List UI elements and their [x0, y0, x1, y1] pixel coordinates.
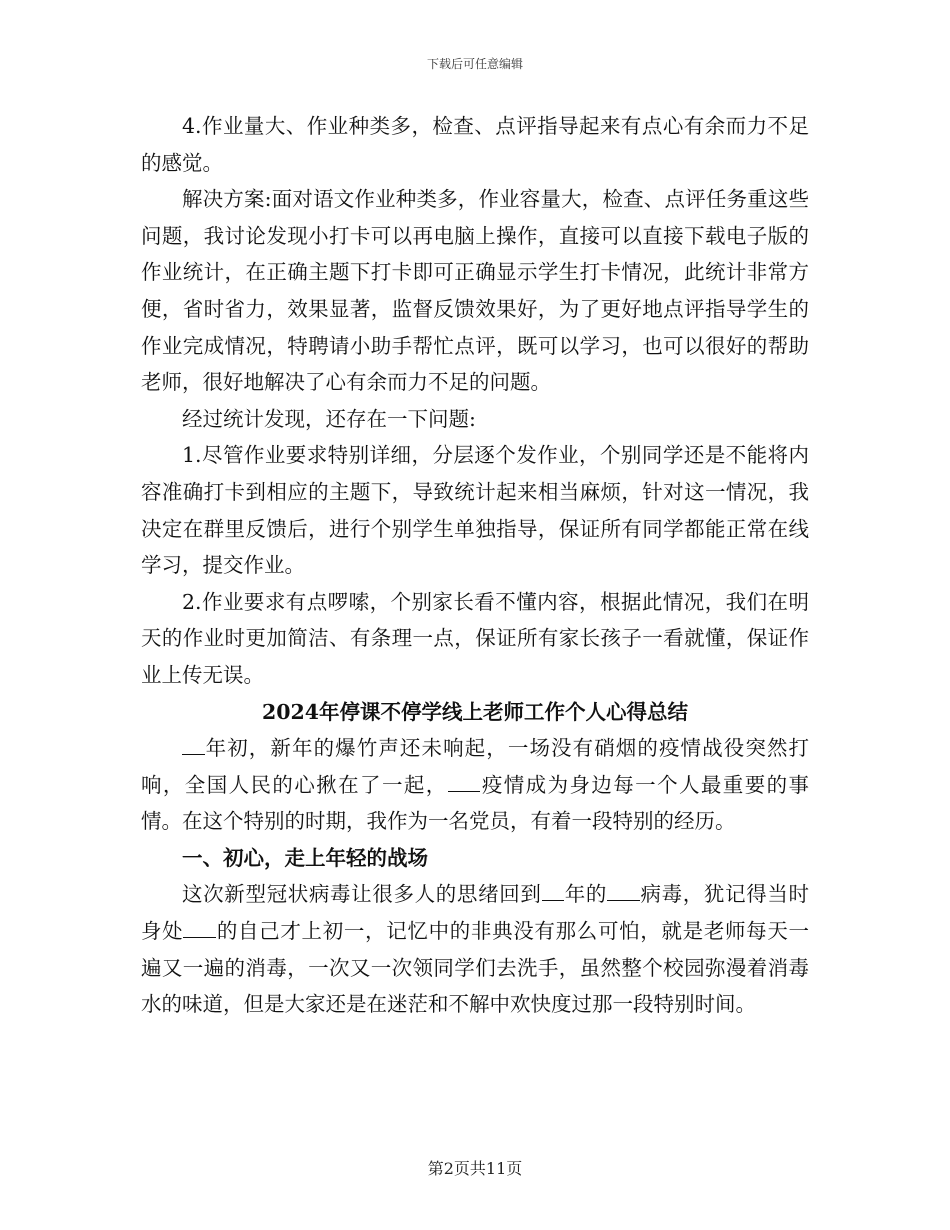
paragraph-memory	[141, 876, 809, 1022]
paragraph-statistics-intro: 经过统计发现，还存在一下问题:	[182, 406, 476, 431]
text-run: 年的	[564, 882, 608, 907]
paragraph-solution: 解决方案:面对语文作业种类多，作业容量大，检查、点评任务重这些问题，我讨论发现小打卡可以再电脑上操作，直接可以直接下载电子版的作业统计，在正确主题下打卡即可正确显示学生打卡情况，此统计非常方便，省时省力，效果显著，监督反馈效果好，为了更好地点评指导学生的作业完成情况，特聘请小助手帮忙点评，既可以学习，也可以很好的帮助老师，很好地解决了心有余而力不足的问题。	[141, 187, 809, 395]
document-body	[141, 108, 809, 1023]
paragraph-issue-1: 1.尽管作业要求特别详细，分层逐个发作业，个别同学还是不能将内容准确打卡到相应的主题下，导致统计起来相当麻烦，针对这一情况，我决定在群里反馈后，进行个别学生单独指导，保证所有同学都能正常在线学习，提交作业。	[141, 443, 809, 578]
text-run: 的自己才上初一，记忆中的非典没有那么可怕，就是老师每天一遍又一遍的消毒，一次又一次领同学们去洗手，虽然整个校园弥漫着消毒水的味道，但是大家还是在迷茫和不解中欢快度过那一段特别时间。	[141, 919, 810, 1017]
paragraph-homework-volume: 4.作业量大、作业种类多，检查、点评指导起来有点心有余而力不足的感觉。	[141, 114, 809, 175]
text-run: 病毒，犹记得当时身处	[141, 882, 810, 944]
page-number: 第2页共11页	[427, 1159, 523, 1178]
paragraph-issue-2: 2.作业要求有点啰嗦，个别家长看不懂内容，根据此情况，我们在明天的作业时更加简洁、有条理一点，保证所有家长孩子一看就懂，保证作业上传无误。	[141, 589, 809, 687]
fill-blank	[182, 733, 205, 756]
text-run: 这次新型冠状病毒让很多人的思绪回到	[182, 882, 542, 907]
header-note: 下载后可任意编辑	[426, 57, 523, 71]
fill-blank	[542, 879, 565, 902]
subheading-1: 一、初心，走上年轻的战场	[182, 845, 428, 870]
text-run: 年初，新年的爆竹声还未响起，一场没有硝烟的疫情战役突然打响，全国人民的心揪在了一起，	[141, 736, 809, 797]
fill-blank	[448, 769, 481, 792]
section-title: 2024年停课不停学线上老师工作个人心得总结	[261, 699, 689, 724]
fill-blank	[607, 879, 640, 902]
fill-blank	[183, 916, 216, 939]
paragraph-new-year	[141, 730, 809, 840]
text-run: 疫情成为身边每一个人最重要的事情。在这个特别的时期，我作为一名党员，有着一段特别的经历。	[141, 772, 810, 834]
